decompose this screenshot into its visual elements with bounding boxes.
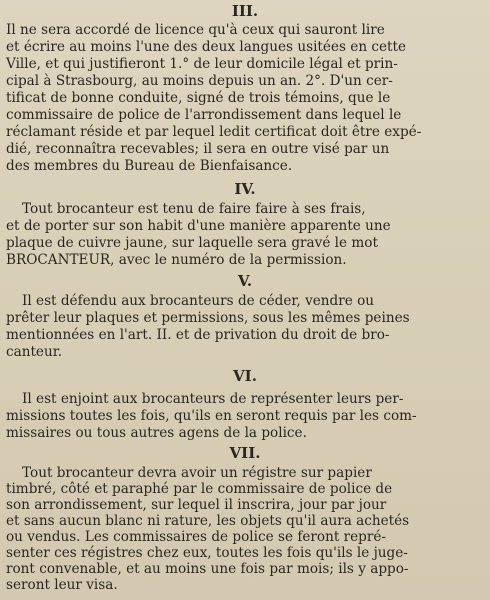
text-line: cipal à Strasbourg, au moins depuis un an. 2°. D'un cer- (6, 73, 393, 89)
text-line: Tout brocanteur devra avoir un régistre sur papier (22, 465, 372, 481)
text-line: Il ne sera accordé de licence qu'à ceux qui sauront lire (6, 22, 385, 38)
text-line: plaque de cuivre jaune, sur laquelle sera gravé le mot (6, 235, 378, 251)
text-line: et écrire au moins l'une des deux langues usitées en cette (6, 39, 407, 55)
text-line: prêter leur plaques et permissions, sous les mêmes peines (6, 310, 410, 326)
text-line: Il est enjoint aux brocanteurs de représenter leurs per- (22, 391, 404, 407)
text-line: senter ces régistres chez eux, toutes les fois qu'ils le juge- (6, 545, 408, 561)
text-line: et sans aucun blanc ni rature, les objets qu'il aura achetés (6, 513, 410, 529)
text-line: missions toutes les fois, qu'ils en seront requis par les com- (6, 408, 417, 424)
text-line: réclamant réside et par lequel ledit certificat doit être expé- (6, 124, 422, 140)
text-line: BROCANTEUR, avec le numéro de la permission. (6, 252, 347, 268)
text-line: tificat de bonne conduite, signé de trois témoins, que le (6, 90, 391, 106)
text-line: Ville, et qui justifieront 1.° de leur domicile légal et prin- (6, 56, 398, 72)
text-line: ou vendus. Les commissaires de police se feront repré- (6, 529, 387, 545)
text-line: et de porter sur son habit d'une manière apparente une (6, 218, 391, 234)
text-line: Il est défendu aux brocanteurs de céder, vendre ou (22, 293, 375, 309)
text-line: ront convenable, et au moins une fois par mois; ils y appo- (6, 561, 409, 577)
text-line: canteur. (6, 344, 63, 360)
article-heading-VI: VI. (233, 367, 257, 385)
text-line: missaires ou tous autres agens de la police. (6, 425, 307, 441)
article-heading-VII: VII. (229, 444, 261, 462)
text-line: son arrondissement, sur lequel il inscrira, jour par jour (6, 497, 387, 513)
text-line: seront leur visa. (6, 577, 118, 593)
text-line: mentionnées en l'art. II. et de privation du droit de bro- (6, 327, 390, 343)
text-line: timbré, côté et paraphé par le commissaire de police de (6, 481, 393, 497)
text-line: Tout brocanteur est tenu de faire faire à ses frais, (22, 201, 366, 217)
article-heading-IV: IV. (234, 180, 256, 198)
text-line: dié, reconnaîtra recevables; il sera en outre visé par un (6, 141, 390, 157)
article-heading-V: V. (237, 272, 253, 290)
text-line: commissaire de police de l'arrondissement dans lequel le (6, 107, 402, 123)
text-line: des membres du Bureau de Bienfaisance. (6, 158, 293, 174)
article-heading-III: III. (231, 2, 259, 20)
